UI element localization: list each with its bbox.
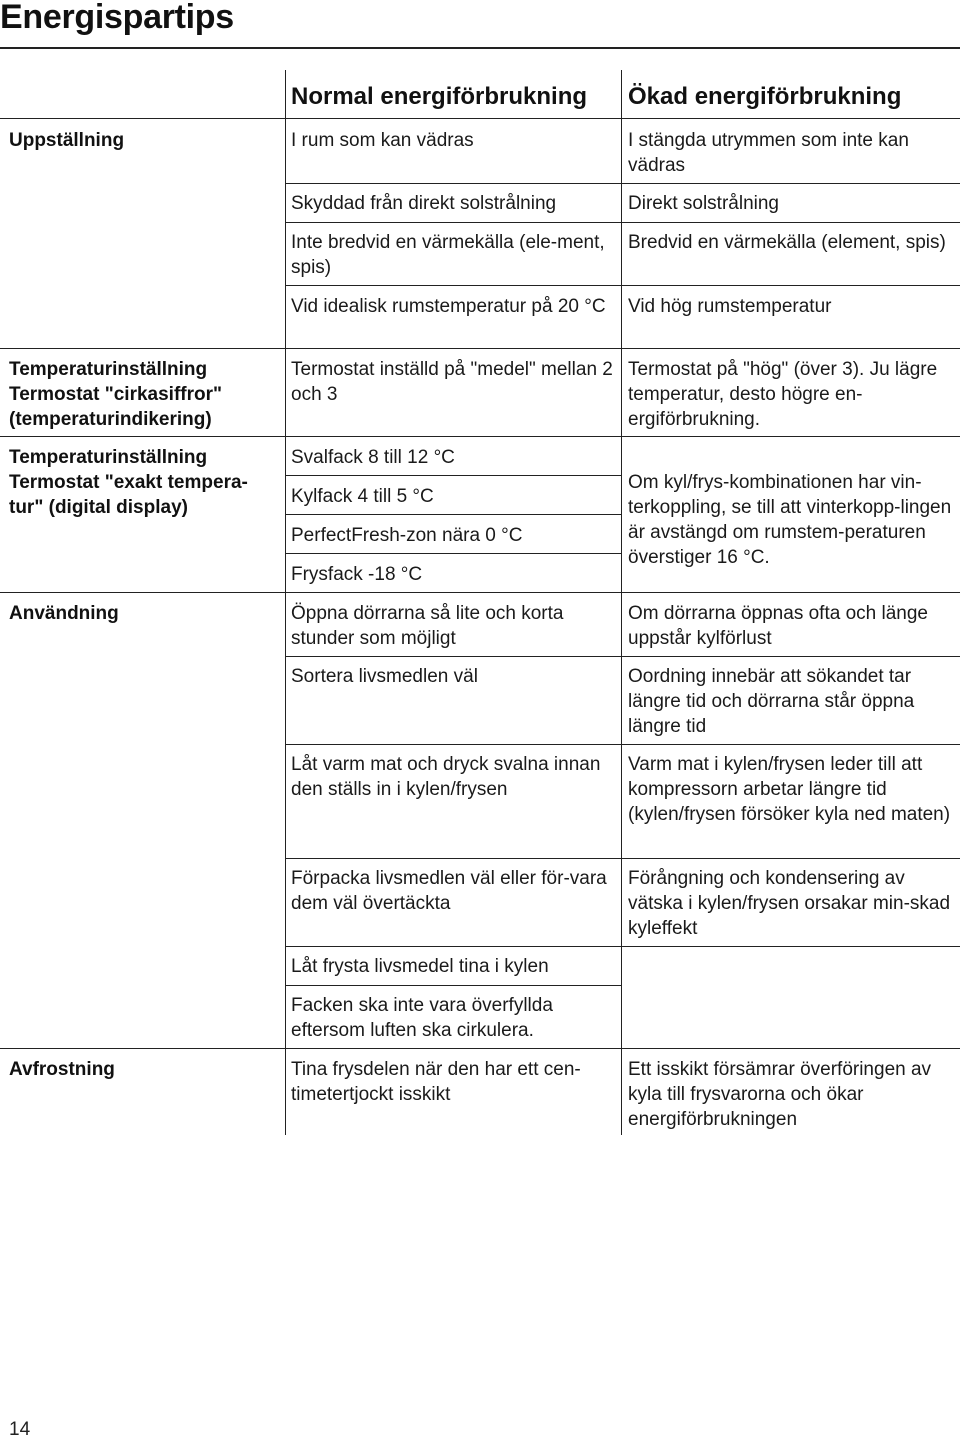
- setup-row2-normal: Skyddad från direkt solstrålning: [291, 193, 557, 214]
- setup-row1-normal: I rum som kan vädras: [291, 130, 474, 151]
- row-divider: [285, 744, 960, 745]
- temp2-row4-normal: Frysfack -18 °C: [291, 564, 423, 585]
- usage-row4-normal: Förpacka livsmedlen väl eller för-vara dem väl övertäckta: [291, 868, 607, 914]
- row-divider: [285, 285, 960, 286]
- usage-row6-normal: Facken ska inte vara överfyllda eftersom luften ska cirkulera.: [291, 995, 553, 1041]
- setup-row4-normal: Vid idealisk rumstemperatur på 20 °C: [291, 296, 606, 317]
- usage-row3-normal: Låt varm mat och dryck svalna innan den ställs in i kylen/frysen: [291, 754, 601, 800]
- category-defrost: Avfrostning: [9, 1059, 115, 1080]
- defrost-increased: Ett isskikt försämrar överföringen av kyla till frysvarorna och ökar energiförbrukningen: [628, 1059, 932, 1130]
- setup-row3-normal: Inte bredvid en värmekälla (ele-ment, spis): [291, 232, 605, 278]
- page-number: 14: [9, 1419, 31, 1440]
- header-normal-consumption: Normal energiförbrukning: [291, 83, 588, 110]
- row-divider: [285, 183, 960, 184]
- temp2-row3-normal: PerfectFresh-zon nära 0 °C: [291, 525, 523, 546]
- category-usage: Användning: [9, 603, 119, 624]
- setup-row4-increased: Vid hög rumstemperatur: [628, 296, 832, 317]
- category-temp-setting-exact: Temperaturinställning Termostat "exakt tempera-tur" (digital display): [9, 447, 248, 518]
- row-divider: [285, 553, 621, 554]
- category-setup: Uppställning: [9, 130, 125, 151]
- temp1-increased: Termostat på "hög" (över 3). Ju lägre temperatur, desto högre en-ergiförbrukning.: [628, 359, 938, 430]
- row-divider: [285, 222, 960, 223]
- usage-row4-increased: Förångning och kondensering av vätska i kylen/frysen orsakar min-skad kyleffekt: [628, 868, 951, 939]
- page-title: Energispartips: [0, 0, 234, 36]
- usage-row3-increased: Varm mat i kylen/frysen leder till att kompressorn arbetar längre tid (kylen/frysen försöker kyla ned maten): [628, 754, 951, 825]
- column-divider-increased: [621, 70, 622, 1135]
- row-divider: [285, 985, 621, 986]
- temp1-normal: Termostat inställd på "medel" mellan 2 och 3: [291, 359, 613, 405]
- section-divider: [0, 1048, 960, 1049]
- usage-row1-normal: Öppna dörrarna så lite och korta stunder som möjligt: [291, 603, 564, 649]
- temp2-row2-normal: Kylfack 4 till 5 °C: [291, 486, 434, 507]
- section-divider: [0, 592, 960, 593]
- usage-row5-normal: Låt frysta livsmedel tina i kylen: [291, 956, 549, 977]
- row-divider: [285, 858, 960, 859]
- defrost-normal: Tina frysdelen när den har ett cen-timetertjockt isskikt: [291, 1059, 581, 1105]
- usage-row1-increased: Om dörrarna öppnas ofta och länge uppstår kylförlust: [628, 603, 928, 649]
- row-divider: [285, 656, 960, 657]
- row-divider: [285, 475, 621, 476]
- header-divider: [0, 118, 960, 119]
- title-rule: [0, 47, 960, 49]
- temp2-increased: Om kyl/frys-kombinationen har vin-terkoppling, se till att vinterkopp-lingen är avstängd om rumstem-peraturen överstiger 16 °C.: [628, 472, 952, 568]
- temp2-row1-normal: Svalfack 8 till 12 °C: [291, 447, 455, 468]
- category-temp-setting-approx: Temperaturinställning Termostat "cirkasiffror" (temperaturindikering): [9, 359, 223, 430]
- usage-row2-normal: Sortera livsmedlen väl: [291, 666, 478, 687]
- setup-row1-increased: I stängda utrymmen som inte kan vädras: [628, 130, 909, 176]
- setup-row2-increased: Direkt solstrålning: [628, 193, 779, 214]
- header-increased-consumption: Ökad energiförbrukning: [628, 83, 902, 110]
- section-divider: [0, 348, 960, 349]
- row-divider: [285, 514, 621, 515]
- setup-row3-increased: Bredvid en värmekälla (element, spis): [628, 232, 946, 253]
- section-divider: [0, 436, 960, 437]
- usage-row2-increased: Oordning innebär att sökandet tar längre tid och dörrarna står öppna längre tid: [628, 666, 915, 737]
- row-divider: [285, 946, 960, 947]
- column-divider-normal: [285, 70, 286, 1135]
